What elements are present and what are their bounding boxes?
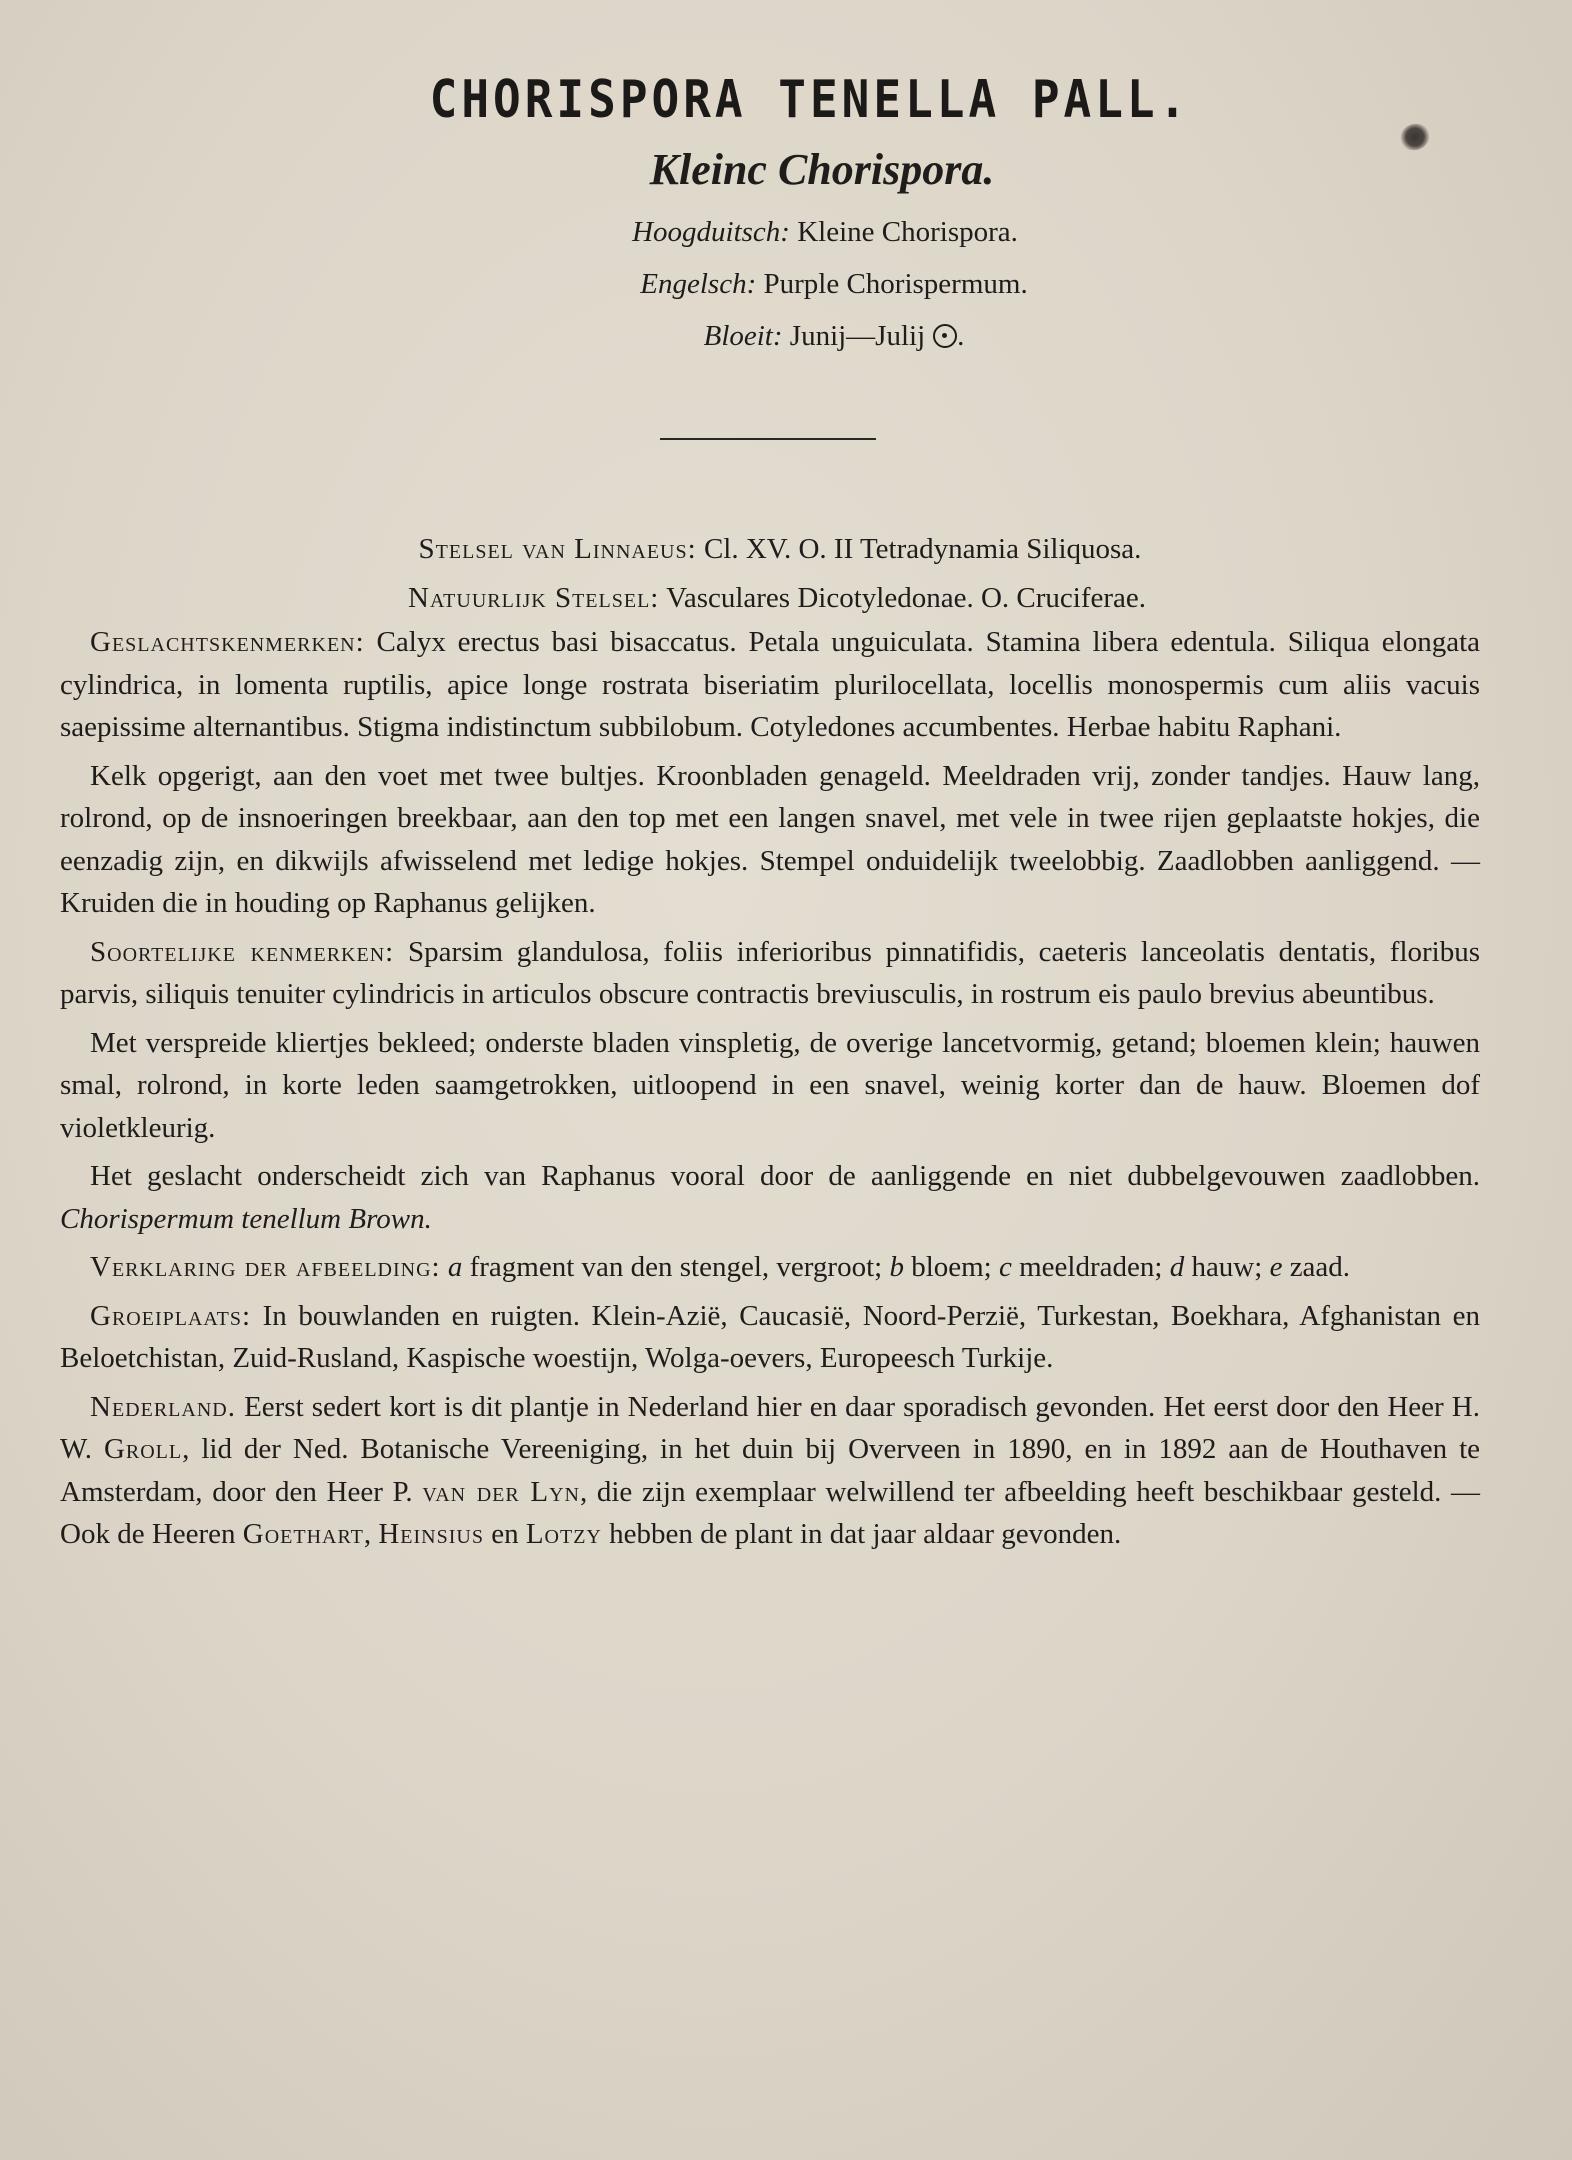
- flowering: Bloeit: Junij—Julij .: [703, 320, 965, 352]
- person-groll: Groll: [103, 1433, 183, 1465]
- species-note: [60, 1155, 1480, 1240]
- explanation-d-text: hauw;: [1191, 1251, 1263, 1283]
- page-subtitle: Kleinc Chorispora.: [649, 145, 995, 194]
- linnaeus-line: [80, 528, 1480, 571]
- habitat-text: In bouwlanden en ruigten. Klein-Azië, Caucasië, Noord-Perzië, Turkestan, Boekhara, Afghanistan en Beloetchistan, Zuid-Rusland, Kaspische woestijn, Wolga-oevers, Europeesch Turkije.: [60, 1299, 1480, 1374]
- natural-label: Natuurlijk Stelsel:: [408, 581, 660, 614]
- explanation-c: c: [998, 1251, 1012, 1283]
- habitat: [60, 1295, 1480, 1380]
- habitat-label: Groeiplaats:: [90, 1299, 252, 1332]
- netherlands-text-4: ,: [363, 1518, 372, 1550]
- netherlands-text-3: , die zijn exemplaar welwillend ter afbeelding heeft beschikbaar gesteld. — Ook de Heeren: [60, 1475, 1481, 1550]
- name-english-value: Purple Chorispermum.: [763, 268, 1028, 300]
- netherlands: [60, 1386, 1480, 1556]
- name-english-label: Engelsch:: [640, 268, 757, 300]
- explanation-b: b: [889, 1251, 904, 1283]
- explanation-b-text: bloem;: [911, 1251, 992, 1283]
- person-heinsius: Heinsius: [378, 1518, 484, 1550]
- person-goethart: Goethart: [242, 1518, 364, 1550]
- page-title: CHORISPORA TENELLA PALL.: [429, 68, 1191, 130]
- genus-dutch: Kelk opgerigt, aan den voet met twee bultjes. Kroonbladen genageld. Meeldraden vrij, zonder tandjes. Hauw lang, rolrond, op de insnoeringen breekbaar, aan den top met een langen snavel, met vele in twee rijen geplaatste hokjes, die eenzadig zijn, en dikwijls afwisselend met ledige hokjes. Stempel onduidelijk tweelobbig. Zaadlobben aanliggend. — Kruiden die in houding op Raphanus gelijken.: [60, 759, 1480, 919]
- explanation-c-text: meeldraden;: [1019, 1251, 1163, 1283]
- flowering-label: Bloeit:: [703, 320, 783, 352]
- species-latin-text: Sparsim glandulosa, foliis inferioribus pinnatifidis, caeteris lanceolatis dentatis, floribus parvis, siliquis tenuiter cylindricis in articulos obscure contractis breviusculis, in rostrum eis paulo brevius abeuntibus.: [60, 935, 1480, 1010]
- genus-label: Geslachtskenmerken:: [90, 626, 365, 658]
- name-german: [78, 215, 1572, 249]
- person-van-der-lyn: van der Lyn: [422, 1475, 580, 1508]
- species-note-text: Het geslacht onderscheidt zich van Raphanus vooral door de aanliggende en niet dubbelgevouwen zaadlobben.: [90, 1160, 1480, 1192]
- species-dutch: Met verspreide kliertjes bekleed; onderste bladen vinspletig, de overige lancetvormig, getand; bloemen klein; hauwen smal, rolrond, in korte leden saamgetrokken, uitloopend in een snavel, weinig korter dan de hauw. Bloemen dof violetkleurig.: [60, 1026, 1480, 1144]
- flowering-value: Junij—Julij: [789, 320, 926, 352]
- annual-sun-symbol-icon: [933, 324, 957, 348]
- explanation-e: e: [1269, 1251, 1283, 1283]
- person-lotzy: Lotzy: [525, 1518, 602, 1550]
- netherlands-label: Nederland.: [90, 1390, 236, 1423]
- figure-explanation: [60, 1246, 1480, 1289]
- divider-rule: [660, 438, 876, 440]
- header: [0, 68, 1572, 353]
- netherlands-text-6: hebben de plant in dat jaar aldaar gevonden.: [609, 1518, 1122, 1550]
- netherlands-text-1: Eerst sedert kort is dit plantje in Nederland hier en daar sporadisch gevonden. Het eerst door den Heer H. W.: [60, 1390, 1480, 1465]
- explanation-label: Verklaring der afbeelding:: [90, 1251, 441, 1283]
- name-german-value: Kleine Chorispora.: [797, 216, 1018, 248]
- species-synonym: Chorispermum tenellum Brown.: [60, 1202, 432, 1235]
- species-latin: [60, 931, 1480, 1016]
- netherlands-text-2: , lid der Ned. Botanische Vereeniging, in het duin bij Overveen in 1890, en in 1892 aan de Houthaven te Amsterdam, door den Heer P.: [60, 1433, 1480, 1508]
- name-german-label: Hoogduitsch:: [632, 216, 790, 248]
- linnaeus-label: Stelsel van Linnaeus:: [418, 533, 697, 565]
- natural-value: Vasculares Dicotyledonae. O. Cruciferae.: [666, 581, 1146, 614]
- main-text: [60, 528, 1480, 1556]
- natural-line: [74, 577, 1480, 620]
- genus-latin: [60, 621, 1480, 749]
- explanation-a: a: [447, 1251, 463, 1283]
- species-label: Soortelijke kenmerken:: [90, 935, 395, 968]
- linnaeus-value: Cl. XV. O. II Tetradynamia Siliquosa.: [703, 533, 1142, 565]
- explanation-a-text: fragment van den stengel, vergroot;: [469, 1251, 883, 1283]
- explanation-e-text: zaad.: [1289, 1251, 1351, 1283]
- netherlands-text-5: en: [491, 1518, 519, 1550]
- genus-latin-text: Calyx erectus basi bisaccatus. Petala unguiculata. Stamina libera edentula. Siliqua elongata cylindrica, in lomenta ruptilis, apice longe rostrata biseriatim plurilocellata, locellis monospermis cum aliis vacuis saepissime alternantibus. Stigma indistinctum subbilobum. Cotyledones accumbentes. Herbae habitu Raphani.: [60, 626, 1481, 743]
- explanation-d: d: [1169, 1251, 1185, 1283]
- name-english: [96, 267, 1572, 301]
